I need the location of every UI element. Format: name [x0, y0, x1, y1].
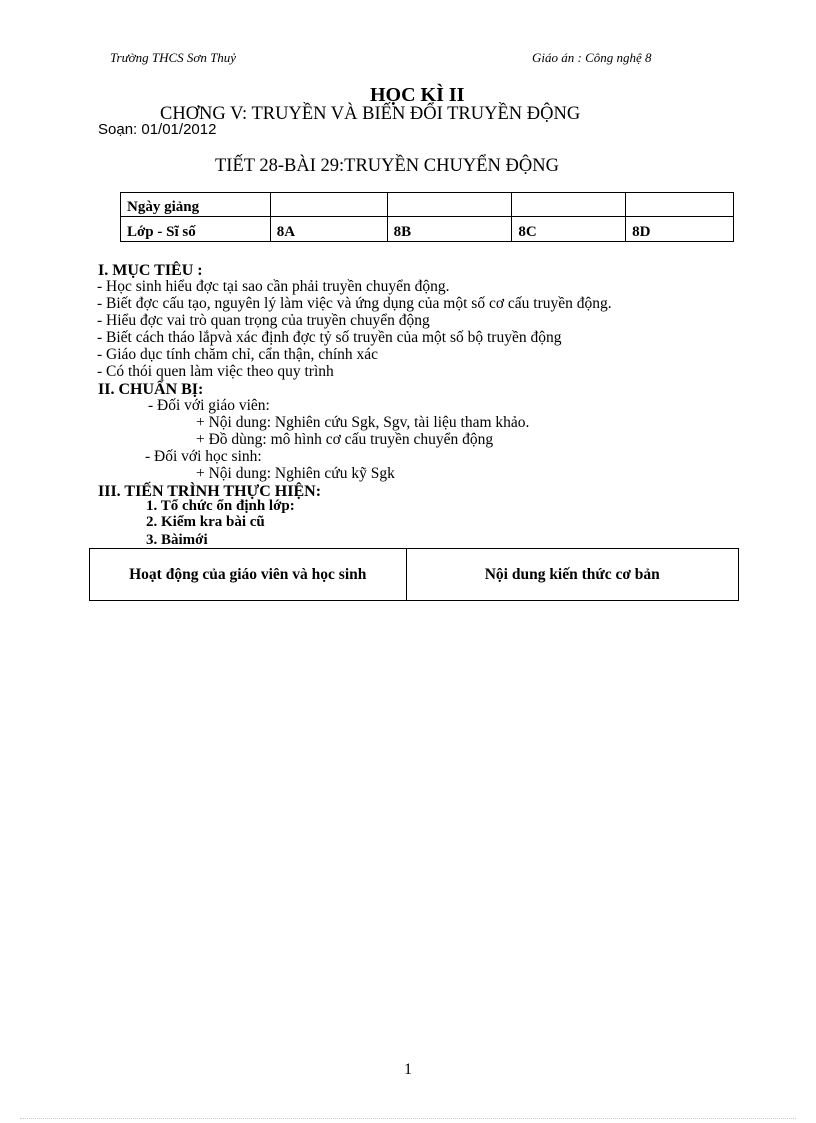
step-item: 2. Kiểm kra bài cũ: [146, 514, 265, 530]
teacher-tools: + Đồ dùng: mô hình cơ cấu truyền chuyển động: [196, 431, 494, 448]
lesson-title: TIẾT 28-BÀI 29:TRUYỀN CHUYỂN ĐỘNG: [215, 156, 559, 176]
class-8c: 8C: [512, 217, 626, 242]
chapter-title: CHƠNG V: TRUYỀN VÀ BIẾN ĐỔI TRUYỀN ĐỘNG: [160, 104, 581, 124]
semester-title: HỌC KÌ II: [370, 84, 465, 106]
step-item: 1. Tổ chức ổn định lớp:: [146, 498, 295, 514]
activity-col-teacher: Hoạt động của giáo viên và học sinh: [90, 549, 407, 601]
objective-item: - Biết cách tháo lắpvà xác định đợc tỷ số truyền của một số bộ truyền động: [97, 329, 562, 346]
class-label: Lớp - Sĩ số: [121, 217, 271, 242]
page-number: 1: [404, 1061, 412, 1078]
objective-item: - Có thói quen làm việc theo quy trình: [97, 363, 334, 380]
teacher-label: - Đối với giáo viên:: [148, 397, 270, 414]
class-8a: 8A: [270, 217, 387, 242]
objective-item: - Hiểu đợc vai trò quan trọng của truyền chuyển động: [97, 312, 430, 329]
objective-item: - Giáo dục tính chăm chỉ, cẩn thận, chính xác: [97, 346, 379, 363]
teacher-content: + Nội dung: Nghiên cứu Sgk, Sgv, tài liệu tham khảo.: [196, 414, 530, 431]
class-8d: 8D: [626, 217, 734, 242]
objective-item: - Học sinh hiểu đợc tại sao cần phải truyền chuyển động.: [97, 278, 450, 295]
table-row: [121, 193, 734, 217]
section2-title: II. CHUẨN BỊ:: [98, 381, 204, 398]
date-label: Ngày giảng: [121, 193, 271, 217]
step-item: 3. Bàimới: [146, 532, 208, 548]
date-cell-8c: [512, 193, 626, 217]
activity-table: [89, 548, 739, 601]
objective-item: - Biết đợc cấu tạo, nguyên lý làm việc và ứng dụng của một số cơ cấu truyền động.: [97, 295, 612, 312]
class-8b: 8B: [387, 217, 512, 242]
table-row: [90, 549, 739, 601]
section1-title: I. MỤC TIÊU :: [98, 262, 203, 279]
section3-title: III. TIẾN TRÌNH THỰC HIỆN:: [98, 483, 322, 500]
student-content: + Nội dung: Nghiên cứu kỹ Sgk: [196, 465, 395, 482]
table-row: [121, 217, 734, 242]
page-bottom-border: [20, 1118, 796, 1119]
header-subject: Giáo án : Công nghệ 8: [532, 50, 652, 65]
header-school: Trường THCS Sơn Thuỷ: [110, 50, 237, 65]
student-label: - Đối với học sinh:: [145, 448, 262, 465]
date-cell-8a: [270, 193, 387, 217]
date-cell-8d: [626, 193, 734, 217]
date-cell-8b: [387, 193, 512, 217]
prepared-date: Soạn: 01/01/2012: [98, 121, 217, 138]
class-schedule-table: [120, 192, 734, 242]
activity-col-content: Nội dung kiến thức cơ bản: [406, 549, 739, 601]
